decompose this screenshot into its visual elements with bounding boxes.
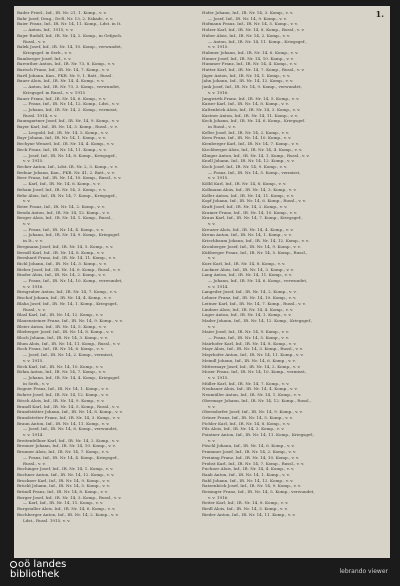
register-entry: Kriegsgef. in Russl., v. v. 1915 — [23, 89, 86, 95]
register-entry: Hofmann Franz, Inf., IR. Nr. 14, 5. Komp., v. v. — [202, 21, 298, 27]
register-entry: Mairhofer Karl, Inf., IR. Nr. 14, 8. Komp., v. v. — [202, 340, 297, 346]
register-entry: — Karl, Inf., IR. Nr. 14, 11. Komp., v. v. — [23, 500, 104, 506]
register-entry: Bajer Rudolf, Inf., IR. Nr. 14, 2. Komp., in Gefgsch. — [17, 32, 123, 38]
register-entry: Bareuther Anton, Inf., IR. Nr. 73, 8. Komp., v. v. — [17, 61, 116, 67]
register-entry: Russl., v. v. — [23, 460, 46, 466]
register-entry: Koch Josef, Inf., IR. Nr. 14, 9. Komp., v. v. — [202, 163, 288, 169]
register-entry: Kaltenböck Alois, Inf., IR. Nr. 14, 3. Komp., v. v. — [202, 106, 301, 112]
register-entry: Lehner Franz, Inf., IR. Nr. 14, 10. Komp., v. v. — [202, 295, 297, 301]
register-entry: Müller Karl, Inf., IR. Nr. 14, 7. Komp., v. v. — [202, 380, 290, 386]
register-entry: Bichl Johann, Inf., IR. Nr. 14, 3. Komp., v. v. — [17, 260, 107, 266]
register-entry: Berndl Karl, Inf., IR. Nr. 14, 8. Komp., v. v. — [17, 249, 105, 255]
register-entry: in Russl., v. v. — [208, 124, 236, 130]
register-entry: Bohrer Josef, Inf., IR. Nr. 14, 12. Komp., v. v. — [17, 392, 109, 398]
register-entry: — Franz, Inf., IR. Nr. 14, 10. Komp., verwundet, — [23, 278, 123, 284]
register-entry: Klinger Anton, Inf., IR. Nr. 14, 1. Komp., Russl., v. v. — [202, 152, 310, 158]
register-entry: Lackner Alois, Inf., IR. Nr. 14, 3. Komp., v. v. — [202, 266, 294, 272]
register-entry: Keller Josef, Inf., IR. Nr. 14, 2. Komp., v. v. — [202, 129, 290, 135]
register-entry: Bogner Franz, Inf., IR. Nr. 14, 1. Komp., v. v. — [17, 386, 109, 392]
register-entry: v. v. 1915. — [208, 375, 229, 380]
register-entry: — Franz, Inf., IR. Nr. 14, 4. Komp., v. v. — [23, 226, 104, 232]
register-entry: Benda Anton, Inf., IR. Nr. 14, 12. Komp., v. v. — [17, 209, 110, 215]
register-entry: Bednar Johann, Kan., FKR. Nr. 41, 2. Batt., v. v. — [17, 169, 115, 175]
register-entry: Kraft Josef, Inf., IR. Nr. 14, 2. Komp., v. v. — [202, 203, 288, 209]
register-entry: Böhm Anton, Inf., IR. Nr. 14, 7. Komp., v. v. — [17, 369, 107, 375]
logo-line-2: bibliothek — [10, 569, 60, 580]
register-entry: Neubauer Alois, Inf., IR. Nr. 14, 4. Komp., v. v. — [202, 386, 298, 392]
document-page — [14, 6, 390, 558]
register-entry: Neumüller Anton, Inf., IR. Nr. 14, 1. Komp., v. v. — [202, 392, 302, 398]
register-entry: Balek Josef, Inf., IR. Nr. 14, 10. Komp., verwundet, — [17, 44, 122, 50]
register-entry: Bauer Alois, Inf., IR. Nr. 14, 4. Komp., v. v. — [17, 78, 105, 84]
register-entry: Kurz Karl, Inf., IR. Nr. 14, 8. Komp., v. v. — [202, 260, 286, 266]
register-entry: Kölbl Karl, Inf., IR. Nr. 14, 8. Komp., v. v. — [202, 181, 287, 187]
register-entry: v. v. 1916. — [208, 494, 229, 500]
register-entry: Ratzenböck Josef, Inf., IR. Nr. 14, 9. Komp., v. v. — [202, 483, 302, 489]
register-entry: Rieder Anton, Inf., IR. Nr. 14, 11. Komp., v. v. — [202, 511, 296, 517]
register-entry: Hubmer Johann, Inf., IR. Nr. 14, 6. Komp., v. v. — [202, 49, 299, 55]
register-entry: v. v. — [208, 221, 216, 227]
register-entry: Kopf Johann, Inf., IR. Nr. 14, 6. Komp., Russl., v. v. — [202, 198, 306, 204]
register-entry: Reisinger Franz, Inf., IR. Nr. 14, 5. Komp., verwundet, — [202, 489, 315, 495]
register-entry: — Johann, Inf., IR. Nr. 14, 2. Komp., vermisst, — [23, 106, 118, 112]
register-entry: Bechyne Wenzel, Inf., IR. Nr. 14, 4. Komp., v. v. — [17, 141, 115, 147]
register-entry: Burger Josef, Inf., IR. Nr. 14, 3. Komp., Russl., v. v. — [17, 494, 122, 500]
register-entry: Pointner Anton, Inf., IR. Nr. 14, 11. Komp., Kriegsgef., — [202, 432, 315, 438]
register-entry: — Karl, Inf., IR. Nr. 14, 6. Komp., v. v. — [23, 181, 101, 187]
register-entry: v. v. 1914. — [208, 283, 229, 289]
register-entry: Berger Alois, Inf., IR. Nr. 14, 1. Komp., Russl., — [17, 215, 113, 221]
register-entry: Bayer Karl, Inf., IR. Nr. 14, 3. Komp., Russl., v. v. — [17, 124, 118, 130]
register-entry: — Josef, Inf., IR. Nr. 14, 8. Komp., Kriegsgef., — [23, 152, 117, 158]
register-entry: Breitenfellner Karl, Inf., IR. Nr. 14, 2. Komp., v. v. — [17, 437, 120, 443]
register-entry: Luger Anton, Inf., IR. Nr. 14, 1. Komp., v. v. — [202, 312, 292, 318]
left-column — [17, 10, 202, 523]
register-entry: v. v. — [208, 323, 216, 329]
register-entry: Hummer Franz, Inf., IR. Nr. 14, 4. Komp., v. v. — [202, 61, 298, 67]
register-entry: Jank Josef, Inf., IR. Nr. 14, 9. Komp., verwundet, — [202, 84, 302, 90]
register-entry: — Leopold, Inf., IR. Nr. 14, 5. Komp., v. v. — [23, 129, 109, 135]
register-entry: — Franz, Inf., IR. Nr. 14, 12. Komp., Ldst., v. v. — [23, 101, 120, 107]
register-entry: Bahr Josef, Drag., Dr.R. Nr. 13, 2. Eskadr., v. v. — [17, 15, 114, 21]
register-entry: Maier Josef, Inf., IR. Nr. 14, 9. Komp., v. v. — [202, 329, 290, 335]
register-entry: Jäger Anton, Inf., IR. Nr. 14, 1. Komp., v. v. — [202, 72, 291, 78]
library-logo[interactable] — [10, 560, 66, 580]
register-entry: Bleier Anton, Inf., IR. Nr. 14, 5. Komp., v. v. — [17, 323, 107, 329]
register-entry: Kaiser Karl, Inf., IR. Nr. 14, 8. Komp., v. v. — [202, 101, 289, 107]
register-entry: Leitner Karl, Inf., IR. Nr. 14, 7. Komp., Russl., v. v. — [202, 300, 306, 306]
register-entry: Jungwirth Franz, Inf., IR. Nr. 14, 5. Komp., v. v. — [202, 95, 300, 101]
register-entry: v. v. — [23, 198, 31, 204]
register-entry: Kreuzer Alois, Inf., IR. Nr. 14, 4. Komp., v. v. — [202, 226, 294, 232]
register-entry: Russl. 1914, v. v. — [23, 112, 58, 118]
register-entry: v. v. 1916. — [23, 283, 44, 289]
register-entry: v. v. — [208, 437, 216, 443]
register-entry: — Anton, Inf., IR. Nr. 73, 3. Komp., verwundet, — [23, 84, 121, 90]
register-entry: Moser Franz, Inf., IR. Nr. 14, 10. Komp., vermisst, — [202, 369, 307, 375]
register-entry: Mittermayr Josef, Inf., IR. Nr. 14, 2. Komp., v. v. — [202, 363, 301, 369]
register-entry: Bergmann Josef, Inf., IR. Nr. 14, 5. Komp., v. v. — [17, 243, 114, 249]
register-entry: Krenn Anton, Inf., IR. Nr. 14, 1. Komp., v. v. — [202, 232, 292, 238]
register-entry: Bieber Josef, Inf., IR. Nr. 14, 6. Komp., Russl., v. v. — [17, 266, 121, 272]
register-entry: in It., v. v. — [23, 238, 43, 244]
register-entry: Bernhard Franz, Inf., IR. Nr. 14, 11. Komp., v. v. — [17, 255, 117, 261]
register-entry: Bartl Johann, Kan., FKR. Nr. 9, 1. Batt., Russl. — [17, 72, 113, 78]
register-entry: Russl., v. v. — [23, 38, 46, 44]
register-entry: Pilz Alois, Inf., IR. Nr. 14, 3. Komp., v. v. — [202, 426, 285, 432]
register-entry: Kollmann Alois, Inf., IR. Nr. 14, 3. Komp., v. v. — [202, 186, 297, 192]
register-entry: v. v. — [23, 221, 31, 227]
register-entry: Brückl Johann, Inf., IR. Nr. 14, 5. Komp., v. v. — [17, 483, 110, 489]
register-entry: — Johann, Inf., IR. Nr. 14, 6. Komp., verwundet, — [208, 278, 308, 284]
register-entry: Birngruber Anton, Inf., IR. Nr. 14, 7. Komp., v. v. — [17, 289, 118, 295]
register-entry: Pichler Karl, Inf., IR. Nr. 14, 8. Komp., v. v. — [202, 420, 291, 426]
register-entry: Burgstaller Alois, Inf., IR. Nr. 14, 6. Komp., v. v. — [17, 506, 116, 512]
register-entry: Hofer Johann, Inf., IR. Nr. 14, 3. Komp., v. v. — [202, 10, 294, 15]
register-entry: Brandstätter Johann, Inf., IR. Nr. 14, 8. Komp., v. v. — [17, 409, 123, 415]
register-entry: Obermayr Johann, Inf., IR. Nr. 14, 12. Komp., Russl., — [202, 397, 312, 403]
register-entry: in Serb., v. v. — [23, 380, 50, 386]
register-entry: Langeder Josef, Inf., IR. Nr. 14, 2. Komp., v. v. — [202, 289, 297, 295]
register-entry: Baier Franz, Inf., IR. Nr. 14, 11. Komp., Ldst. in It. — [17, 21, 122, 27]
viewer-label: lebrando viewer — [339, 568, 388, 575]
register-entry: Lindner Alois, Inf., IR. Nr. 14, 4. Komp., v. v. — [202, 306, 294, 312]
register-entry: Bayr Johann, Inf., IR. Nr. 14, 1. Komp., v. v. — [17, 135, 106, 141]
register-entry: Blieberger Josef, Inf., IR. Nr. 14, 8. Komp., v. v. — [17, 329, 114, 335]
register-entry: Buchinger Josef, Inf., IR. Nr. 14, 1. Komp., v. v. — [17, 466, 114, 472]
register-entry: Huber Alois, Inf., IR. Nr. 14, 2. Komp., v. v. — [202, 32, 291, 38]
register-entry: Jahn Johann, Inf., IR. Nr. 14, 12. Komp., v. v. — [202, 78, 294, 84]
register-entry: Meindl Johann, Inf., IR. Nr. 14, 6. Komp., v. v. — [202, 357, 296, 363]
register-entry: Blasl Karl, Inf., IR. Nr. 14, 12. Komp., v. v. — [17, 312, 104, 318]
right-column — [202, 10, 387, 518]
register-entry: Beham Josef, Inf., IR. Nr. 14, 3. Komp., v. v. — [17, 186, 107, 192]
register-entry: Beer Franz, Inf., IR. Nr. 14, 10. Komp., Russl., v. v. — [17, 175, 122, 181]
register-entry: Keck Johann, Inf., IR. Nr. 14, 6. Komp., Kriegsgef. — [202, 118, 306, 124]
viewer-footer — [0, 558, 400, 586]
register-entry: — Josef, Inf., IR. Nr. 14, 6. Komp., verwundet, — [23, 426, 118, 432]
register-entry: Riedl Alois, Inf., IR. Nr. 14, 3. Komp., v. v. — [202, 506, 288, 512]
register-entry: Binder Alois, Inf., IR. Nr. 14, 2. Komp., v. v. — [17, 272, 106, 278]
register-entry: Blauensteiner Franz, Inf., IR. Nr. 14, 9. Komp., v. v. — [17, 317, 123, 323]
register-entry: — Franz, Inf., IR. Nr. 14, 5. Komp., vermisst, — [208, 169, 301, 175]
register-entry: Blaha Josef, Inf., IR. Nr. 14, 1. Komp., Kriegsgef., — [17, 300, 119, 306]
register-entry: Oberndorfer Josef, Inf., IR. Nr. 14, 9. Komp., v. v. — [202, 409, 303, 415]
register-entry: Pöschl Johann, Inf., IR. Nr. 14, 6. Komp., v. v. — [202, 443, 295, 449]
register-entry: — Johann, Inf., IR. Nr. 14, 9. Komp., Kriegsgef. — [23, 232, 120, 238]
register-entry: Kirchberger Alois, Inf., IR. Nr. 14, 4. Komp., v. v. — [202, 146, 303, 152]
register-entry: Barisch Franz, Inf., IR. Nr. 14, 7. Komp., v. v. — [17, 67, 110, 73]
register-entry: Bock Franz, Inf., IR. Nr. 14, 6. Komp., v. v. — [17, 346, 105, 352]
register-entry: Ldst., Russl. 1915, v. v. — [23, 517, 71, 523]
register-entry: v. v. 1915. — [208, 44, 229, 50]
register-entry: v. v. 1914. — [23, 432, 44, 438]
register-entry: Lang Anton, Inf., IR. Nr. 14, 11. Komp., v. v. — [202, 272, 293, 278]
register-entry: Bamberger Josef, Inf., v. v. — [17, 55, 72, 61]
register-entry: Beier Franz, Inf., IR. Nr. 14, 2. Komp., v. v. — [17, 203, 105, 209]
register-entry: Reiter Karl, Inf., IR. Nr. 14, 8. Komp., v. v. — [202, 500, 289, 506]
register-entry: Preining Franz, Inf., IR. Nr. 14, 10. Komp., v. v. — [202, 454, 300, 460]
register-entry: Bauer Franz, Inf., IR. Nr. 14, 6. Komp., v. v. — [17, 95, 107, 101]
register-entry: Bischof Johann, Inf., IR. Nr. 14, 4. Komp., v. v. — [17, 295, 112, 301]
register-entry: Hutter Karl, Inf., IR. Nr. 14, 7. Komp., Russl., v. v. — [202, 67, 305, 73]
register-entry: Böck Karl, Inf., IR. Nr. 14, 10. Komp., v. v. — [17, 363, 104, 369]
register-entry: Bader Fried., Inf., IR. Nr. 21, 1. Komp., v. v. — [17, 10, 107, 15]
register-entry: Kienberger Karl, Inf., IR. Nr. 14, 7. Komp., v. v. — [202, 141, 300, 147]
register-entry: Beck Franz, Inf., IR. Nr. 14, 11. Komp., v. v. — [17, 146, 107, 152]
register-entry: Mayr Alois, Inf., IR. Nr. 14, 3. Komp., Russl., v. v. — [202, 346, 303, 352]
register-entry: Mader Johann, Inf., IR. Nr. 14, 12. Komp., Kriegsgef., — [202, 317, 313, 323]
register-entry: Russl., v. v. — [23, 306, 46, 312]
register-entry: Blum Alois, Inf., IR. Nr. 14, 11. Komp., Russl., v. v. — [17, 340, 121, 346]
register-entry: Humer Josef, Inf., IR. Nr. 14, 10. Komp., v. v. — [202, 55, 294, 61]
register-entry: Knoll Johann, Inf., IR. Nr. 14, 12. Komp., v. v. — [202, 158, 295, 164]
register-entry: — Josef, Inf., IR. Nr. 14, 9. Komp., v. v. — [208, 15, 287, 21]
register-entry: — Franz, Inf., IR. Nr. 14, 5. Komp., v. v. — [208, 335, 289, 341]
register-entry: Koller Anton, Inf., IR. Nr. 14, 11. Komp., v. v. — [202, 192, 295, 198]
register-entry: v. v. 1915. — [23, 357, 44, 363]
register-entry: Puchner Alois, Inf., IR. Nr. 14, 4. Komp., v. v. — [202, 466, 295, 472]
register-entry: Baumgartner Josef, Inf., IR. Nr. 14, 9. Komp., v. v. — [17, 118, 120, 124]
register-entry: Behr Alois, Inf., IR. Nr. 14, 7. Komp., Kriegsgef., — [17, 192, 117, 198]
register-entry: Raab Anton, Inf., IR. Nr. 14, 1. Komp., v. v. — [202, 471, 290, 477]
register-entry: v. v. 1915. — [208, 175, 229, 181]
register-entry: Ortner Franz, Inf., IR. Nr. 14, 5. Komp., v. v. — [202, 414, 293, 420]
library-logo-icon — [10, 561, 17, 568]
register-entry: v. v. 1915. — [23, 158, 44, 164]
register-entry: Kern Franz, Inf., IR. Nr. 14, 10. Komp., v. v. — [202, 135, 292, 141]
register-entry: — Johann, Inf., IR. Nr. 14, 4. Komp., Kriegsgef. — [23, 375, 120, 380]
register-entry: — Josef, Inf., IR. Nr. 14, 2. Komp., vermisst, — [23, 352, 114, 358]
register-entry: Mayrhofer Anton, Inf., IR. Nr. 14, 11. Komp., v. v. — [202, 352, 304, 358]
register-entry: Holzer Karl, Inf., IR. Nr. 14, 8. Komp., Russl., v. v. — [202, 27, 305, 33]
register-entry: Kramer Franz, Inf., IR. Nr. 14, 10. Komp., v. v. — [202, 209, 298, 215]
register-entry: Bloch Johann, Inf., IR. Nr. 14, 3. Komp., v. v. — [17, 335, 108, 341]
register-entry: Kraus Karl, Inf., IR. Nr. 14, 7. Komp., Kriegsgef., — [202, 215, 303, 221]
register-entry: Kriegsgef. in Serb., v. v. — [23, 49, 72, 55]
register-entry: Braun Anton, Inf., IR. Nr. 14, 11. Komp., v. v. — [17, 420, 110, 426]
register-entry: Buchner Anton, Inf., IR. Nr. 14, 12. Komp., v. v. — [17, 471, 115, 477]
register-entry: Brandstetter Franz, Inf., IR. Nr. 14, 3. Komp., v. v. — [17, 414, 121, 420]
register-entry: Buchberger Anton, Inf., IR. Nr. 14, 2. Komp., v. v. — [17, 511, 119, 517]
logo-line-1: oö landes — [18, 559, 67, 570]
register-entry: v. v. — [208, 403, 216, 409]
register-entry: Bösch Alois, Inf., IR. Nr. 14, 9. Komp., v. v. — [17, 397, 105, 403]
register-entry: Kastner Anton, Inf., IR. Nr. 14, 11. Komp., v. v. — [202, 112, 299, 118]
register-entry: — Anton, Inf., IR. Nr. 14, 11. Komp., Kriegsgef., — [208, 38, 307, 44]
register-entry: Bruckner Karl, Inf., IR. Nr. 14, 9. Komp., v. v. — [17, 477, 110, 483]
register-entry: Prammer Josef, Inf., IR. Nr. 14, 2. Komp., v. v. — [202, 449, 297, 455]
register-entry: Kühberger Franz, Inf., IR. Nr. 14, 5. Komp., Russl., — [202, 249, 308, 255]
register-entry: — Anton, Inf., 1915, v. v. — [23, 27, 74, 33]
register-entry: Rabl Johann, Inf., IR. Nr. 14, 12. Komp., v. v. — [202, 477, 294, 483]
register-entry: Brandl Karl, Inf., IR. Nr. 14, 5. Komp., Russl., v. v. — [17, 403, 120, 409]
register-entry: v. v. — [208, 255, 216, 261]
register-entry: — Franz, Inf., IR. Nr. 14, 4. Komp., Kriegsgef., — [23, 454, 119, 460]
register-entry: Brenner Johann, Inf., IR. Nr. 14, 10. Komp., v. v. — [17, 443, 116, 449]
register-entry: Kronberger Josef, Inf., IR. Nr. 14, 9. Komp., v. v. — [202, 243, 301, 249]
register-entry: Bründl Franz, Inf., IR. Nr. 14, 8. Komp., v. v. — [17, 489, 109, 495]
page-number: 1. — [375, 9, 384, 19]
register-entry: Becker Anton, Inf., Ldst. IR. Nr. 2, 3. Komp., v. v. — [17, 163, 118, 169]
register-entry: Brunner Alois, Inf., IR. Nr. 14, 7. Komp., v. v. — [17, 449, 110, 455]
register-entry: v. v. 1916. — [208, 89, 229, 95]
register-entry: Probst Karl, Inf., IR. Nr. 14, 7. Komp., Russl., v. v. — [202, 460, 305, 466]
register-entry: Kriechbaum Johann, Inf., IR. Nr. 14, 12. Komp., v. v. — [202, 238, 310, 244]
